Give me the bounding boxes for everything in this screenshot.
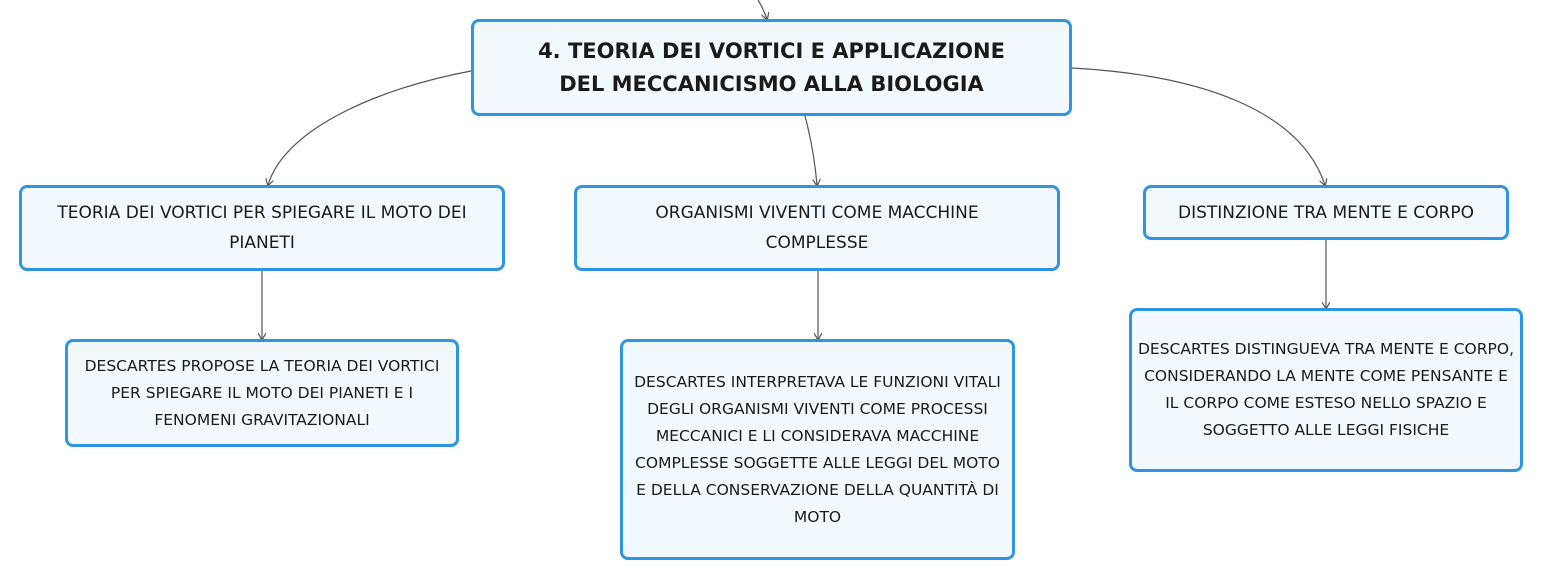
root-topic-label: 4. TEORIA DEI VORTICI E APPLICAZIONE DEL MECCANICISMO ALLA BIOLOGIA <box>538 38 1005 96</box>
connector-root-to-branch-1 <box>268 71 471 185</box>
subtopic-organismi-detail[interactable] <box>620 339 1015 560</box>
topic-label: DISTINZIONE TRA MENTE E CORPO <box>1178 202 1474 223</box>
topic-label: TEORIA DEI VORTICI PER SPIEGARE IL MOTO DEI PIANETI <box>57 203 467 253</box>
subtopic-label: DESCARTES DISTINGUEVA TRA MENTE E CORPO, CONSIDERANDO LA MENTE COME PENSANTE E IL CORPO COME ESTESO NELLO SPAZIO E SOGGETTO ALLE LEGGI FISICHE <box>1137 340 1514 439</box>
subtopic-mente-corpo-detail[interactable] <box>1129 308 1523 472</box>
topic-organismi-viventi[interactable] <box>574 185 1060 271</box>
connector-parent-to-root <box>758 0 767 19</box>
connector-root-to-branch-2 <box>805 116 817 185</box>
subtopic-label: DESCARTES PROPOSE LA TEORIA DEI VORTICI PER SPIEGARE IL MOTO DEI PIANETI E I FENOMENI GRAVITAZIONALI <box>84 356 440 429</box>
subtopic-vortici-detail[interactable] <box>65 339 459 447</box>
connector-root-to-branch-3 <box>1072 68 1325 185</box>
topic-mente-e-corpo[interactable] <box>1143 185 1509 240</box>
subtopic-label: DESCARTES INTERPRETAVA LE FUNZIONI VITALI DEGLI ORGANISMI VIVENTI COME PROCESSI MECCANICI E LI CONSIDERAVA MACCHINE COMPLESSE SOGGETTE ALLE LEGGI DEL MOTO E DELLA CONSERVAZIONE DELLA QUANTITÀ DI MOTO <box>634 372 1001 526</box>
topic-label: ORGANISMI VIVENTI COME MACCHINE COMPLESSE <box>655 203 979 253</box>
topic-teoria-dei-vortici[interactable] <box>19 185 505 271</box>
root-topic[interactable] <box>471 19 1072 116</box>
